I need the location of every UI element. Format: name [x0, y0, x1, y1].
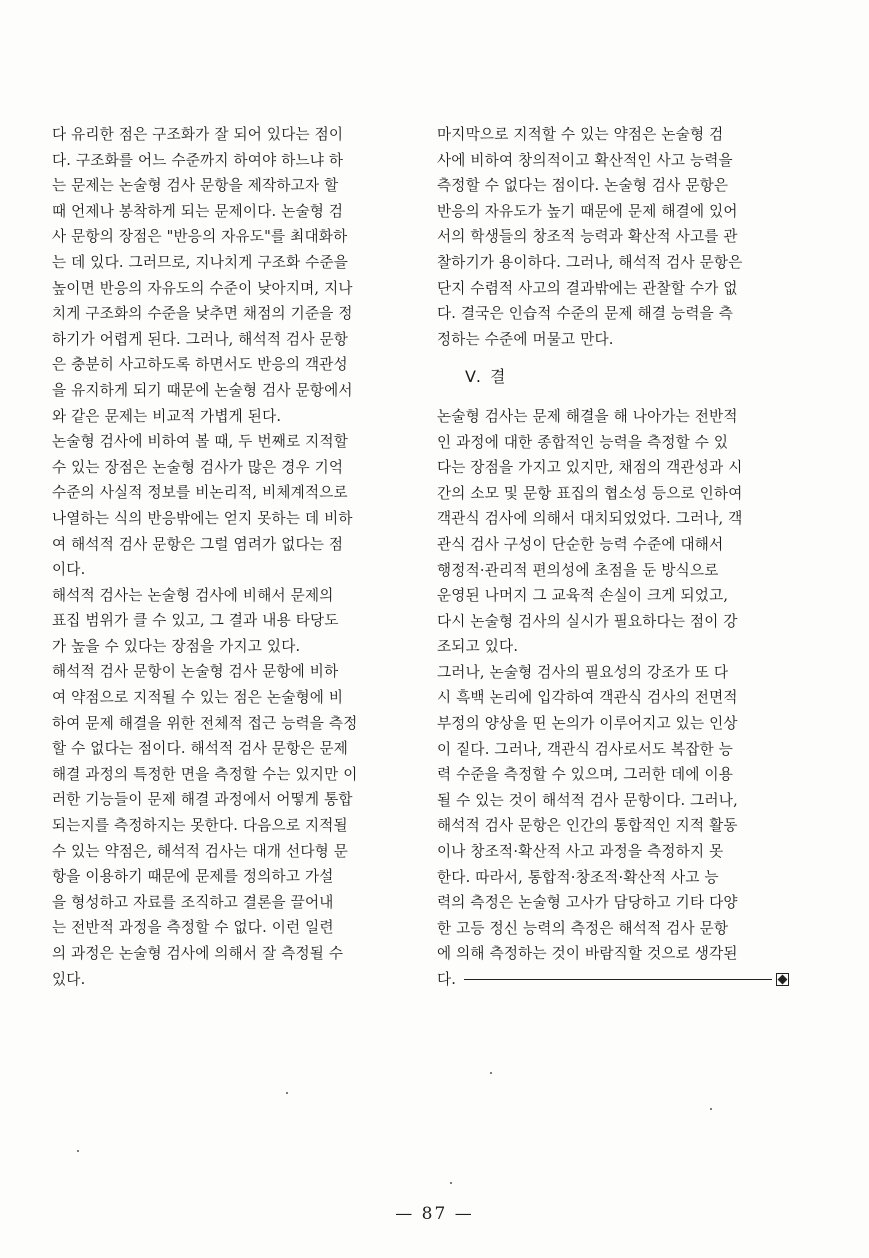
text-line: 객관식 검사에 의해서 대치되었었다. 그러나, 객	[437, 510, 743, 528]
text-line: 치게 구조화의 수준을 낮추면 채점의 기준을 정	[52, 305, 353, 323]
text-line: 을 형성하고 자료를 조직하고 결론을 끌어내	[52, 893, 334, 911]
text-line: 는 전반적 과정을 측정할 수 없다. 이런 일련	[52, 919, 334, 937]
text-line: 와 같은 문제는 비교적 가볍게 된다.	[52, 407, 282, 425]
text-line: 하기가 어렵게 된다. 그러나, 해석적 검사 문항	[52, 330, 349, 348]
text-line: 을 유지하게 되기 때문에 논술형 검사 문항에서	[52, 381, 353, 399]
text-line: 높이면 반응의 자유도의 수준이 낮아지며, 지나	[52, 279, 353, 297]
text-line: 운영된 나머지 그 교육적 손실이 크게 되었고,	[437, 587, 729, 605]
text-line: 에 의해 측정하는 것이 바람직할 것으로 생각된	[437, 945, 738, 963]
text-line: 는 데 있다. 그러므로, 지나치게 구조화 수준을	[52, 253, 349, 271]
text-line: 행정적·관리적 편의성에 초점을 둔 방식으로	[437, 561, 719, 579]
text-line: 해석적 검사 문항은 인간의 통합적인 지적 활동	[437, 817, 738, 835]
text-line: 다시 논술형 검사의 실시가 필요하다는 점이 강	[437, 612, 738, 630]
text-line: 사에 비하여 창의적이고 확산적인 사고 능력을	[437, 151, 733, 169]
text-line: 해결 과정의 특정한 면을 측정할 수는 있지만 이	[52, 765, 358, 783]
paragraph	[52, 122, 404, 429]
text-line: 인 과정에 대한 종합적인 능력을 측정할 수 있	[437, 433, 729, 451]
right-column	[437, 122, 789, 993]
text-line: 러한 기능들이 문제 해결 과정에서 어떻게 통합	[52, 791, 353, 809]
text-line: 논술형 검사는 문제 해결을 해 나아가는 전반적	[437, 407, 738, 425]
text-line: 수 있는 약점은, 해석적 검사는 대개 선다형 문	[52, 842, 349, 860]
text-line: 력 수준을 측정할 수 있으며, 그러한 데에 이용	[437, 766, 734, 784]
text-line: 이나 창조적·확산적 사고 과정을 측정하지 못	[437, 843, 724, 861]
text-line: 되는지를 측정하지는 못한다. 다음으로 지적될	[52, 817, 348, 835]
text-line: 때 언제나 봉착하게 되는 문제이다. 논술형 검	[52, 202, 344, 220]
scan-speck	[77, 1150, 79, 1152]
scan-speck	[450, 1182, 452, 1184]
text-line: 의 과정은 논술형 검사에 의해서 잘 측정될 수	[52, 945, 344, 962]
text-line: 그러나, 논술형 검사의 필요성의 강조가 또 다	[437, 663, 729, 681]
text-line: 반응의 자유도가 높기 때문에 문제 해결에 있어	[437, 202, 738, 220]
text-line: 다. 구조화를 어느 수준까지 하여야 하느냐 하	[52, 151, 344, 169]
text-line: 하여 문제 해결을 위한 전체적 접근 능력을 측정	[52, 714, 358, 732]
end-of-article	[437, 967, 789, 993]
text-line: 조되고 있다.	[437, 638, 519, 656]
text-line: 측정할 수 없다는 점이다. 논술형 검사 문항은	[437, 177, 729, 195]
text-line: 표집 범위가 클 수 있고, 그 결과 내용 타당도	[52, 612, 339, 630]
left-column	[52, 122, 404, 992]
page-number: — 87 —	[395, 1204, 474, 1224]
text-line: 시 흑백 논리에 입각하여 객관식 검사의 전면적	[437, 689, 738, 707]
scan-speck	[286, 1092, 288, 1094]
text-line: 사 문항의 장점은 "반응의 자유도"를 최대화하	[52, 228, 348, 246]
text-line: 정하는 수준에 머물고 만다.	[437, 330, 614, 348]
paragraph	[52, 429, 404, 583]
text-line: 부정의 양상을 띤 논의가 이루어지고 있는 인상	[437, 715, 738, 733]
text-line: 수 있는 장점은 논술형 검사가 많은 경우 기억	[52, 458, 344, 476]
text-line: 나열하는 식의 반응밖에는 얻지 못하는 데 비하	[52, 509, 353, 527]
paragraph	[437, 660, 789, 967]
paragraph	[437, 404, 789, 660]
paragraph	[52, 659, 404, 992]
text-line: 될 수 있는 것이 해석적 검사 문항이다. 그러나,	[437, 791, 738, 809]
text-line: 이 짙다. 그러나, 객관식 검사로서도 복잡한 능	[437, 740, 734, 758]
text-line: 는 문제는 논술형 검사 문항을 제작하고자 할	[52, 177, 339, 195]
text-line: 해석적 검사는 논술형 검사에 비해서 문제의	[52, 586, 334, 604]
scan-speck	[490, 1072, 492, 1074]
diamond-end-icon	[776, 973, 789, 986]
paragraph	[52, 583, 404, 660]
text-line: 이다.	[52, 561, 86, 579]
text-line: 찰하기가 용이하다. 그러나, 해석적 검사 문항은	[437, 253, 743, 271]
text-line: 력의 측정은 논술형 고사가 담당하고 기타 다양	[437, 894, 738, 912]
text-line: 단지 수렴적 사고의 결과밖에는 관찰할 수가 없	[437, 279, 738, 297]
scan-speck	[710, 1108, 712, 1110]
text-line: 다 유리한 점은 구조화가 잘 되어 있다는 점이	[52, 126, 344, 143]
text-line: 수준의 사실적 정보를 비논리적, 비체계적으로	[52, 484, 348, 502]
text-line: 있다.	[52, 970, 86, 988]
text-line: 마지막으로 지적할 수 있는 약점은 논술형 검	[437, 126, 724, 143]
paragraph	[437, 122, 789, 352]
final-line-text: 다.	[437, 971, 457, 988]
text-line: 한다. 따라서, 통합적·창조적·확산적 사고 능	[437, 868, 719, 886]
section-heading: V. 결	[465, 367, 508, 387]
text-line: 관식 검사 구성이 단순한 능력 수준에 대해서	[437, 535, 724, 553]
text-line: 다는 장점을 가지고 있지만, 채점의 객관성과 시	[437, 459, 743, 477]
text-line: 논술형 검사에 비하여 볼 때, 두 번째로 지적할	[52, 433, 349, 451]
text-line: 가 높을 수 있다는 장점을 가지고 있다.	[52, 637, 301, 655]
text-line: 한 고등 정신 능력의 측정은 해석적 검사 문항	[437, 919, 729, 937]
text-line: 해석적 검사 문항이 논술형 검사 문항에 비하	[52, 663, 339, 681]
text-line: 서의 학생들의 창조적 능력과 확산적 사고를 관	[437, 228, 738, 246]
text-line: 여 해석적 검사 문항은 그럴 염려가 없다는 점	[52, 535, 344, 553]
text-line: 항을 이용하기 때문에 문제를 정의하고 가설	[52, 868, 334, 886]
text-line: 여 약점으로 지적될 수 있는 점은 논술형에 비	[52, 689, 344, 707]
text-line: 간의 소모 및 문항 표집의 협소성 등으로 인하여	[437, 484, 743, 502]
text-line: 다. 결국은 인습적 수준의 문제 해결 능력을 측	[437, 305, 734, 323]
text-line: 은 충분히 사고하도록 하면서도 반응의 객관성	[52, 356, 348, 374]
text-line: 할 수 없다는 점이다. 해석적 검사 문항은 문제	[52, 740, 349, 758]
end-rule	[464, 979, 772, 980]
